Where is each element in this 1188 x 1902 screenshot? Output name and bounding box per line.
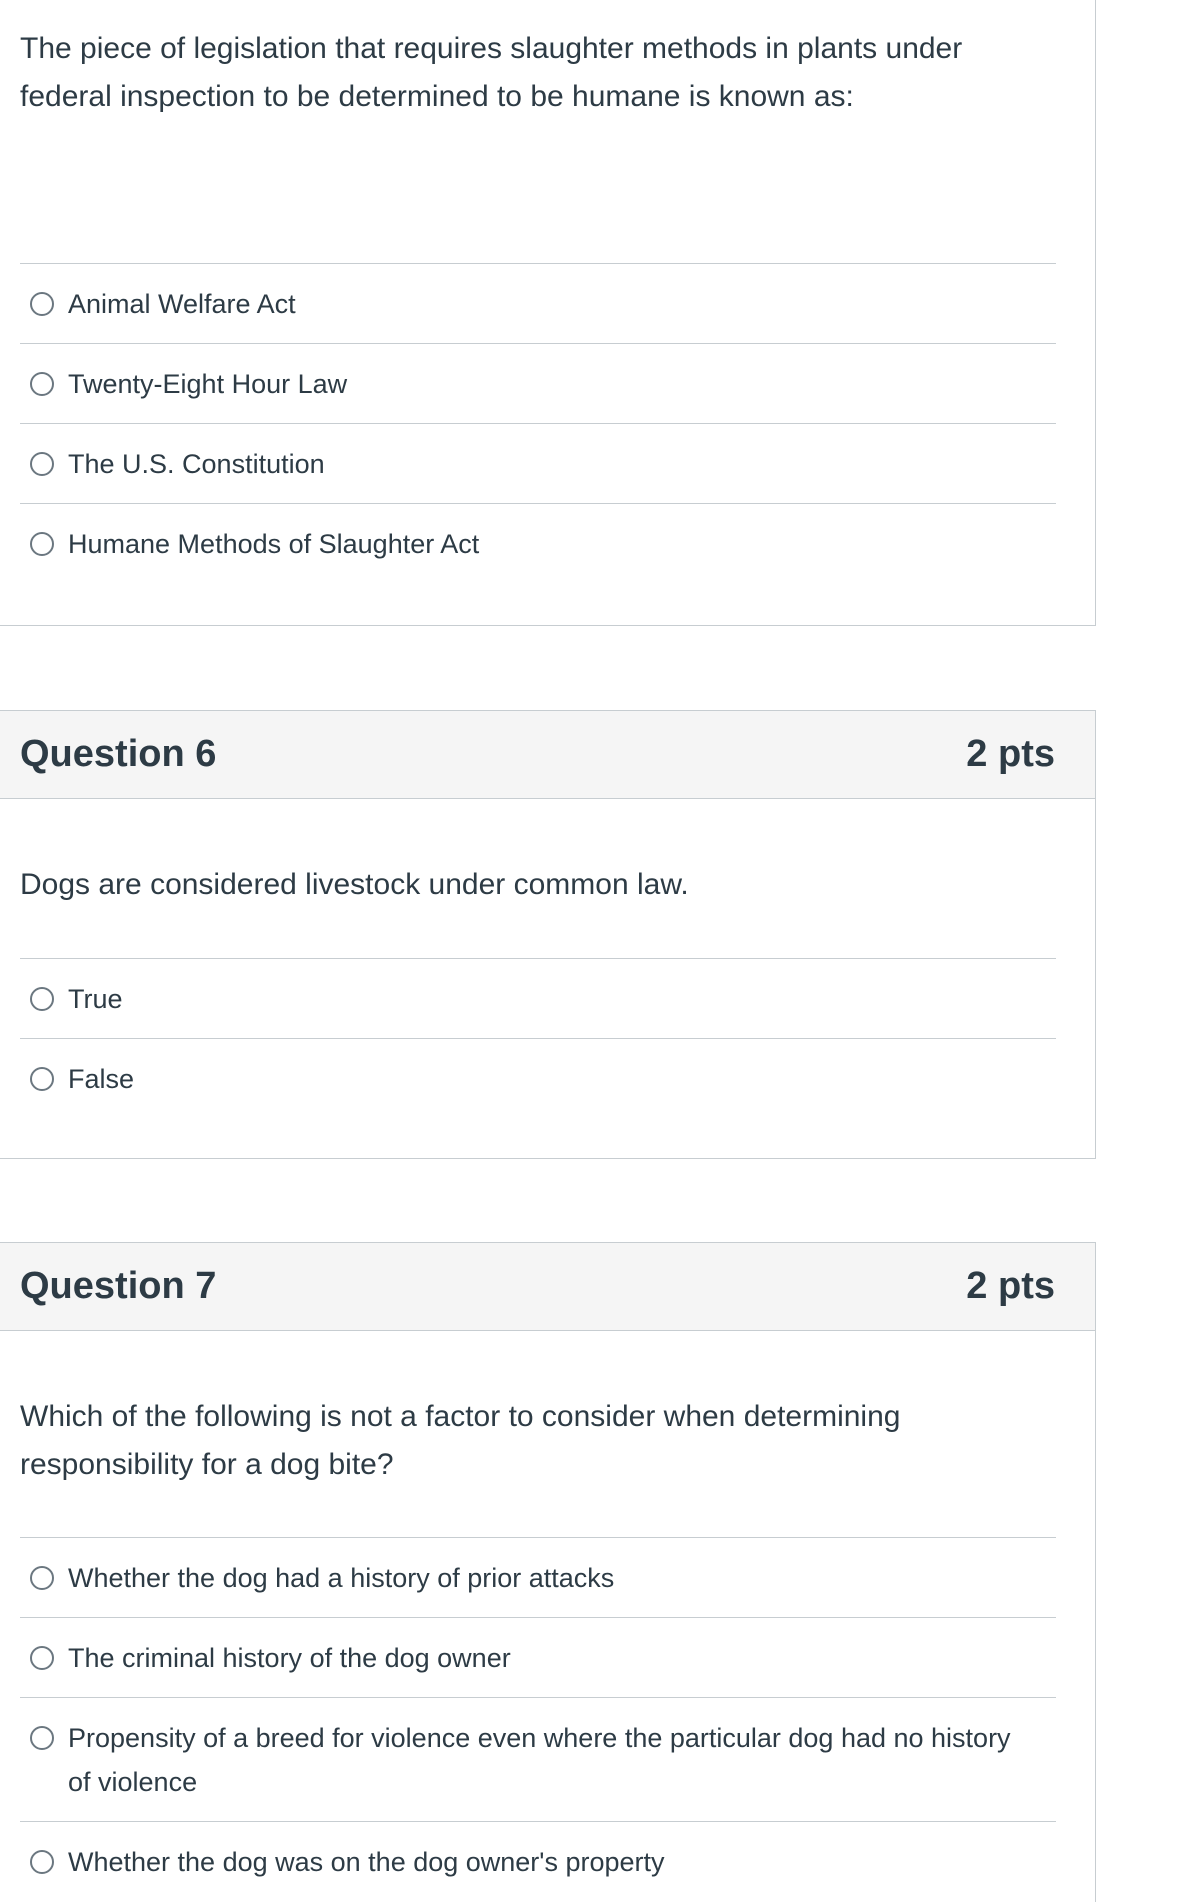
answer-option[interactable] <box>20 1038 1056 1118</box>
question-points: 2 pts <box>966 733 1055 775</box>
answer-option[interactable] <box>20 263 1056 343</box>
answer-label: The criminal history of the dog owner <box>68 1643 511 1673</box>
radio-button-icon[interactable] <box>30 1850 54 1874</box>
question-card-5 <box>0 0 1096 626</box>
question-text: Dogs are considered livestock under common law. <box>20 868 689 901</box>
answer-label: Humane Methods of Slaughter Act <box>68 529 480 559</box>
radio-button-icon[interactable] <box>30 1566 54 1590</box>
answer-option[interactable] <box>20 958 1056 1038</box>
question-text: Which of the following is not a factor to consider when determining responsibility for a dog bite? <box>20 1400 901 1481</box>
answer-option[interactable] <box>20 503 1056 583</box>
question-card-6 <box>0 710 1096 1159</box>
answer-label: The U.S. Constitution <box>68 449 325 479</box>
radio-button-icon[interactable] <box>30 532 54 556</box>
radio-button-icon[interactable] <box>30 372 54 396</box>
answer-option[interactable] <box>20 343 1056 423</box>
question-points: 2 pts <box>966 1265 1055 1307</box>
answer-option[interactable] <box>20 1697 1056 1821</box>
question-header <box>0 1243 1095 1331</box>
question-title: Question 7 <box>20 1265 217 1307</box>
radio-button-icon[interactable] <box>30 987 54 1011</box>
question-card-7 <box>0 1242 1096 1902</box>
question-header <box>0 711 1095 799</box>
answer-label: Propensity of a breed for violence even where the particular dog had no history of violence <box>68 1723 1011 1797</box>
answer-label: Whether the dog had a history of prior attacks <box>68 1563 615 1593</box>
question-title: Question 6 <box>20 733 217 775</box>
answer-label: False <box>68 1064 135 1094</box>
radio-button-icon[interactable] <box>30 1646 54 1670</box>
answer-label: Whether the dog was on the dog owner's property <box>68 1847 665 1877</box>
answer-label: Animal Welfare Act <box>68 289 296 319</box>
radio-button-icon[interactable] <box>30 292 54 316</box>
question-text: The piece of legislation that requires slaughter methods in plants under federal inspection to be determined to be humane is known as: <box>20 32 963 113</box>
answer-label: Twenty-Eight Hour Law <box>68 369 348 399</box>
answer-list <box>20 958 1056 1118</box>
answer-option[interactable] <box>20 423 1056 503</box>
answer-label: True <box>68 984 123 1014</box>
radio-button-icon[interactable] <box>30 1067 54 1091</box>
radio-button-icon[interactable] <box>30 1726 54 1750</box>
answer-option[interactable] <box>20 1537 1056 1617</box>
answer-option[interactable] <box>20 1821 1056 1901</box>
answer-list <box>20 1537 1056 1901</box>
answer-list <box>20 263 1056 583</box>
radio-button-icon[interactable] <box>30 452 54 476</box>
answer-option[interactable] <box>20 1617 1056 1697</box>
